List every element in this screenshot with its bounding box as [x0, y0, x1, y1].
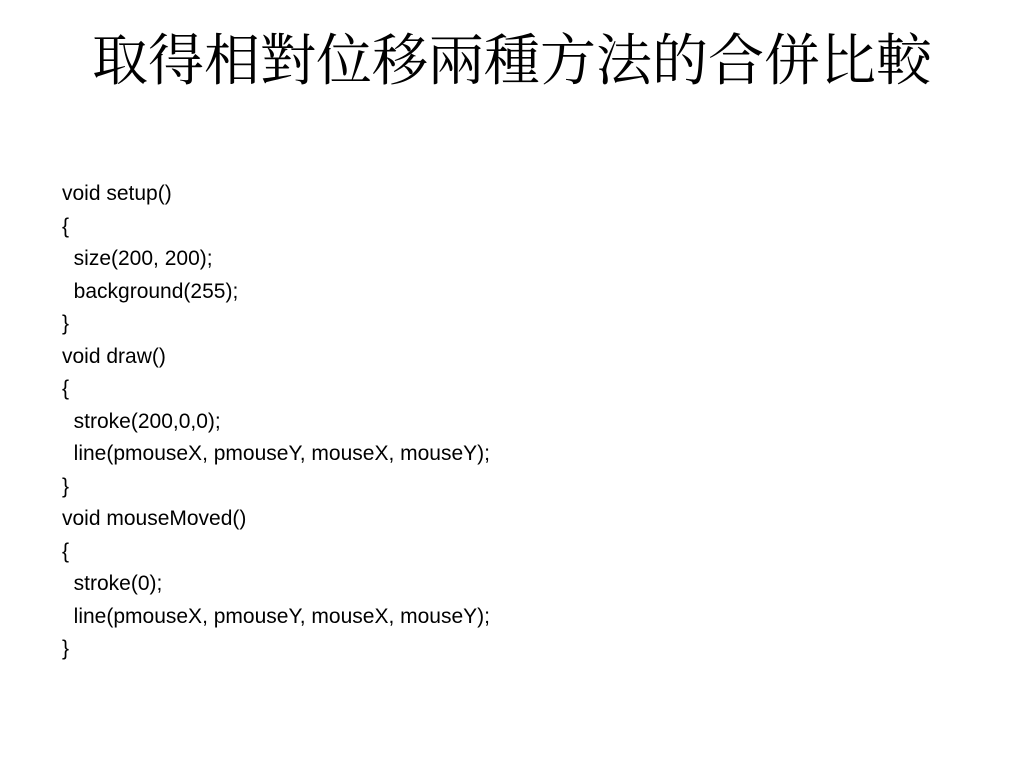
code-line: {	[62, 377, 70, 400]
code-line: background(255);	[62, 279, 239, 303]
code-line: {	[62, 539, 70, 563]
code-line: line(pmouseX, pmouseY, mouseX, mouseY);	[62, 442, 490, 465]
code-line: stroke(200,0,0);	[62, 409, 221, 433]
code-line: line(pmouseX, pmouseY, mouseX, mouseY);	[62, 604, 490, 628]
code-line: size(200, 200);	[62, 247, 213, 270]
code-line: {	[62, 214, 70, 238]
code-line: void mouseMoved()	[62, 507, 247, 530]
slide-title: 取得相對位移兩種方法的合併比較	[92, 29, 932, 94]
code-line: }	[62, 474, 70, 498]
code-listing	[62, 178, 962, 666]
code-line: void draw()	[62, 344, 166, 368]
code-line: stroke(0);	[62, 572, 163, 595]
code-line: }	[62, 312, 70, 335]
code-line: void setup()	[62, 182, 172, 205]
code-line: }	[62, 637, 70, 660]
